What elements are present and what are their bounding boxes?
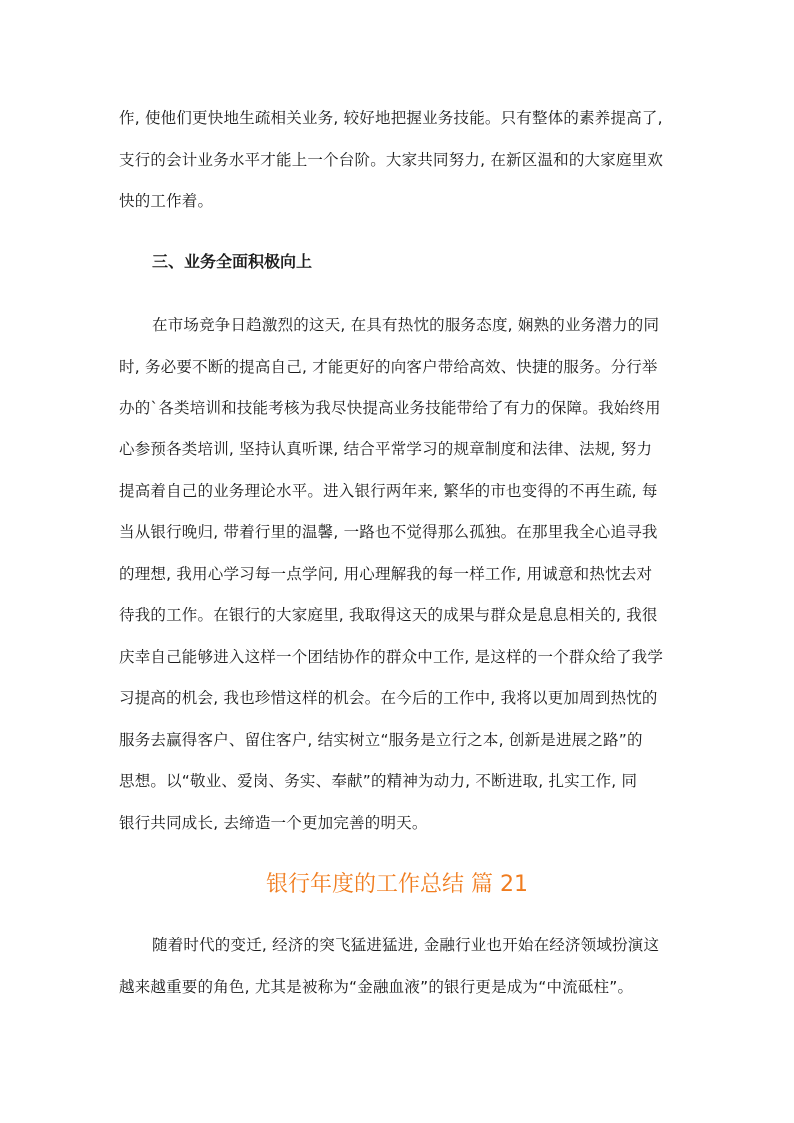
section-heading-3: 三、业务全面积极向上 bbox=[152, 252, 313, 271]
paragraph-2-line-8: 待我的工作。在银行的大家庭里, 我取得这天的成果与群众是息息相关的, 我很 bbox=[119, 606, 658, 624]
paragraph-1-line-3: 快的工作着。 bbox=[119, 192, 214, 210]
paragraph-2-line-6: 当从银行晚归, 带着行里的温馨, 一路也不觉得那么孤独。在那里我全心追寻我 bbox=[119, 523, 658, 541]
paragraph-2-line-13: 银行共同成长, 去缔造一个更加完善的明天。 bbox=[119, 814, 428, 832]
paragraph-2-line-5: 提高着自己的业务理论水平。进入银行两年来, 繁华的市也变得的不再生疏, 每 bbox=[119, 482, 658, 500]
paragraph-2-line-1: 在市场竞争日趋激烈的这天, 在具有热忱的服务态度, 娴熟的业务潜力的同 bbox=[152, 316, 660, 334]
section-title: 银行年度的工作总结 篇 21 bbox=[266, 872, 528, 897]
paragraph-2-line-4: 心参预各类培训, 坚持认真听课, 结合平常学习的规章制度和法律、法规, 努力 bbox=[119, 440, 653, 458]
paragraph-2-line-2: 时, 务必要不断的提高自己, 才能更好的向客户带给高效、快捷的服务。分行举 bbox=[119, 358, 658, 376]
paragraph-1-line-1: 作, 使他们更快地生疏相关业务, 较好地把握业务技能。只有整体的素养提高了, bbox=[119, 109, 663, 127]
paragraph-1-line-2: 支行的会计业务水平才能上一个台阶。大家共同努力, 在新区温和的大家庭里欢 bbox=[119, 151, 664, 169]
paragraph-3-line-2: 越来越重要的角色, 尤其是被称为“金融血液”的银行更是成为“中流砥柱”。 bbox=[119, 978, 634, 996]
paragraph-2-line-7: 的理想, 我用心学习每一点学问, 用心理解我的每一样工作, 用诚意和热忱去对 bbox=[119, 565, 653, 583]
paragraph-2-line-9: 庆幸自己能够进入这样一个团结协作的群众中工作, 是这样的一个群众给了我学 bbox=[119, 648, 664, 666]
paragraph-2-line-10: 习提高的机会, 我也珍惜这样的机会。在今后的工作中, 我将以更加周到热忱的 bbox=[119, 689, 658, 707]
paragraph-2-line-11: 服务去赢得客户、留住客户, 结实树立“服务是立行之本, 创新是进展之路”的 bbox=[119, 731, 643, 749]
paragraph-2-line-3: 办的`各类培训和技能考核为我尽快提高业务技能带给了有力的保障。我始终用 bbox=[119, 399, 661, 417]
paragraph-3-line-1: 随着时代的变迁, 经济的突飞猛进猛进, 金融行业也开始在经济领域扮演这 bbox=[152, 936, 660, 954]
paragraph-2-line-12: 思想。以“敬业、爱岗、务实、奉献”的精神为动力, 不断进取, 扎实工作, 同 bbox=[119, 772, 638, 790]
